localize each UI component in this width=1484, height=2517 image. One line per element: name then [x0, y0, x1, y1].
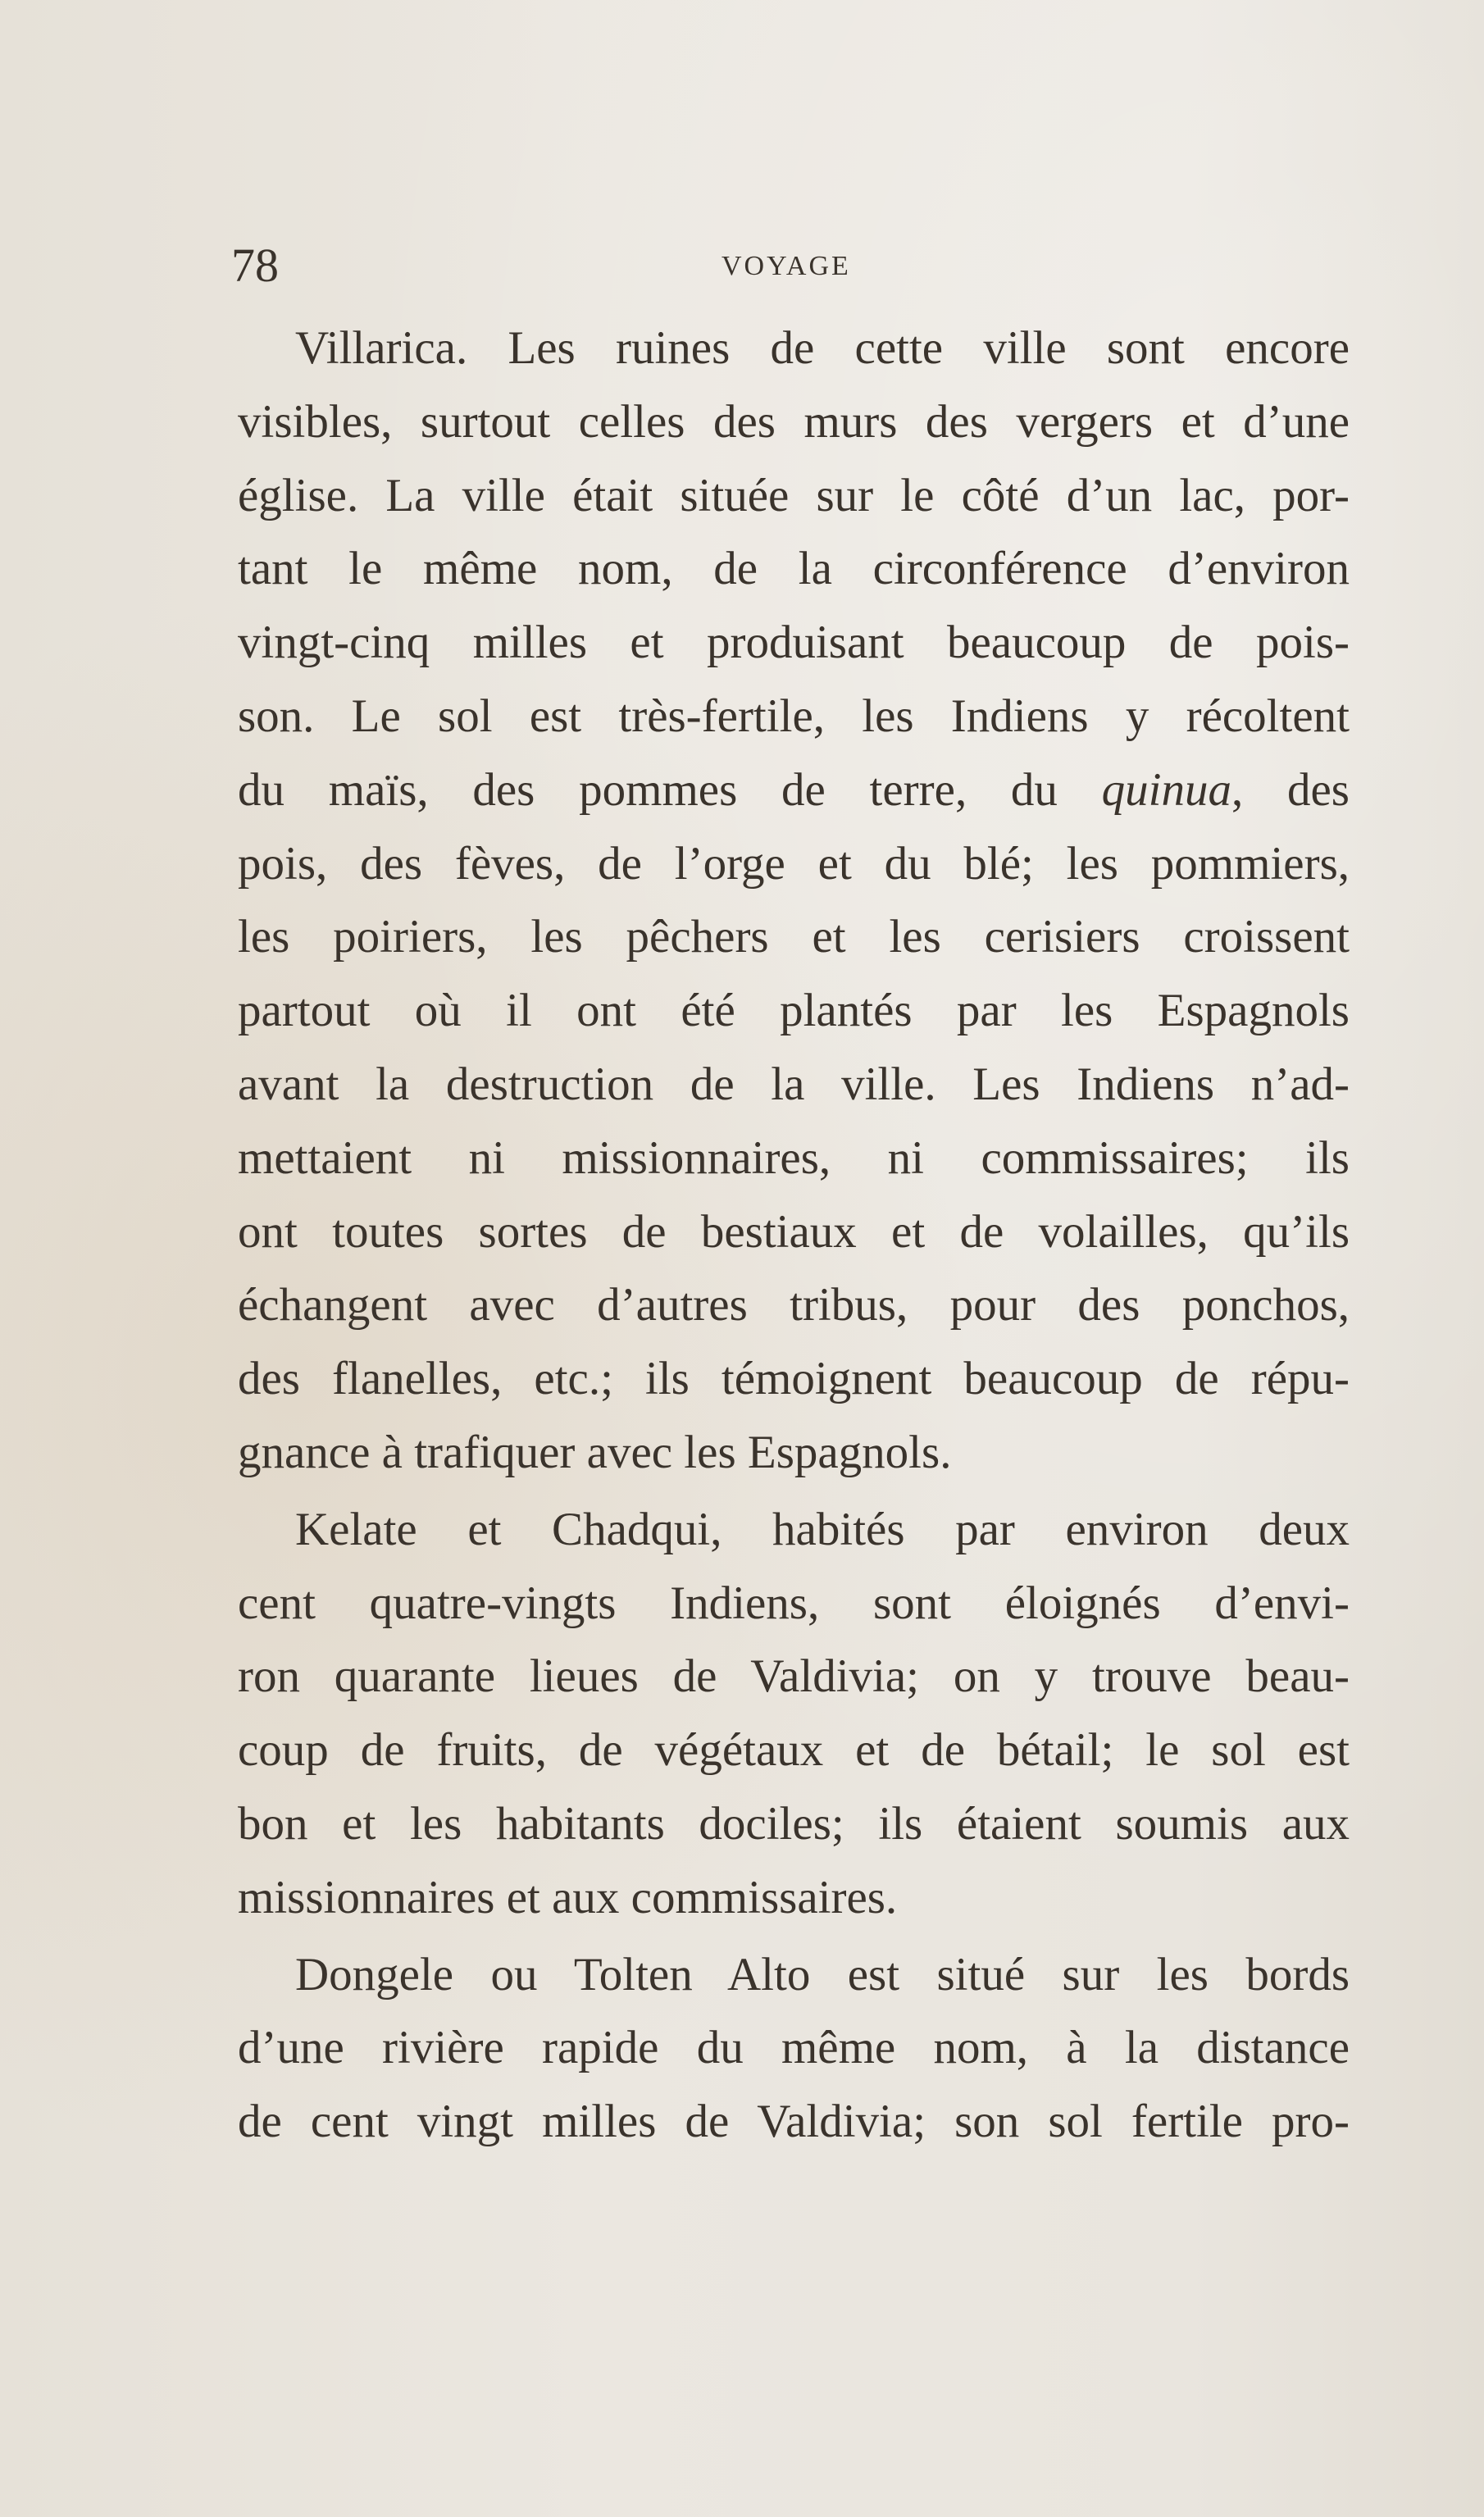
body-text	[238, 312, 1350, 2159]
line-text: de cent vingt milles de Valdivia; son sol fertile pro-	[238, 2096, 1350, 2148]
text-line	[238, 1342, 1350, 1416]
text-line	[238, 974, 1350, 1048]
text-line	[238, 900, 1350, 974]
line-text: cent quatre-vingts Indiens, sont éloignés d’envi-	[238, 1577, 1350, 1629]
line-text: tant le même nom, de la circonférence d’environ	[238, 543, 1350, 595]
text-line	[238, 2085, 1350, 2159]
line-text: église. La ville était située sur le côté d’un lac, por-	[238, 469, 1350, 521]
line-text: son. Le sol est très-fertile, les Indiens y récoltent	[238, 690, 1350, 742]
line-text: pois, des fèves, de l’orge et du blé; les pommiers,	[238, 837, 1350, 890]
text-line	[238, 385, 1350, 459]
text-line	[238, 606, 1350, 680]
line-text: vingt-cinq milles et produisant beaucoup de pois-	[238, 617, 1350, 669]
line-text: ron quarante lieues de Valdivia; on y trouve beau-	[238, 1650, 1350, 1703]
text-line	[238, 1640, 1350, 1714]
text-line	[238, 1268, 1350, 1342]
text-line	[238, 1048, 1350, 1122]
line-text: Dongele ou Tolten Alto est situé sur les bords	[295, 1948, 1350, 2000]
text-line	[238, 827, 1350, 901]
text-line	[238, 532, 1350, 606]
line-text: ont toutes sortes de bestiaux et de volailles, qu’ils	[238, 1205, 1350, 1258]
line-text: coup de fruits, de végétaux et de bétail; le sol est	[238, 1724, 1350, 1777]
text-line	[238, 1493, 1350, 1567]
text-line	[238, 1787, 1350, 1861]
line-text: des flanelles, etc.; ils témoignent beaucoup de répu-	[238, 1353, 1350, 1405]
text-line	[238, 459, 1350, 533]
text-line	[238, 1195, 1350, 1269]
line-text: Villarica. Les ruines de cette ville sont encore	[295, 322, 1350, 374]
line-text-after: , des	[1231, 763, 1350, 816]
line-text: les poiriers, les pêchers et les cerisiers croissent	[238, 911, 1350, 963]
text-line	[238, 2011, 1350, 2085]
text-line	[238, 680, 1350, 753]
line-text: d’une rivière rapide du même nom, à la distance	[238, 2022, 1350, 2074]
text-line	[238, 753, 1350, 827]
line-text: visibles, surtout celles des murs des vergers et d’une	[238, 395, 1350, 448]
line-text: bon et les habitants dociles; ils étaient soumis aux	[238, 1797, 1350, 1850]
text-line	[238, 1938, 1350, 2012]
line-text: avant la destruction de la ville. Les Indiens n’ad-	[238, 1058, 1350, 1110]
text-line	[238, 312, 1350, 385]
line-text: échangent avec d’autres tribus, pour des ponchos,	[238, 1279, 1350, 1331]
text-line	[238, 1567, 1350, 1641]
italic-word: quinua	[1101, 763, 1232, 816]
line-text: partout où il ont été plantés par les Espagnols	[238, 985, 1350, 1037]
line-text: Kelate et Chadqui, habités par environ deux	[295, 1503, 1350, 1555]
running-title: VOYAGE	[722, 251, 851, 281]
text-line	[238, 1122, 1350, 1195]
page-number: 78	[231, 239, 279, 292]
line-text: gnance à trafiquer avec les Espagnols.	[238, 1426, 952, 1478]
text-line	[238, 1416, 1350, 1490]
text-line	[238, 1861, 1350, 1935]
line-text: du maïs, des pommes de terre, du	[238, 763, 1102, 816]
text-line	[238, 1714, 1350, 1787]
line-text: missionnaires et aux commissaires.	[238, 1871, 898, 1923]
line-text: mettaient ni missionnaires, ni commissaires; ils	[238, 1131, 1350, 1184]
